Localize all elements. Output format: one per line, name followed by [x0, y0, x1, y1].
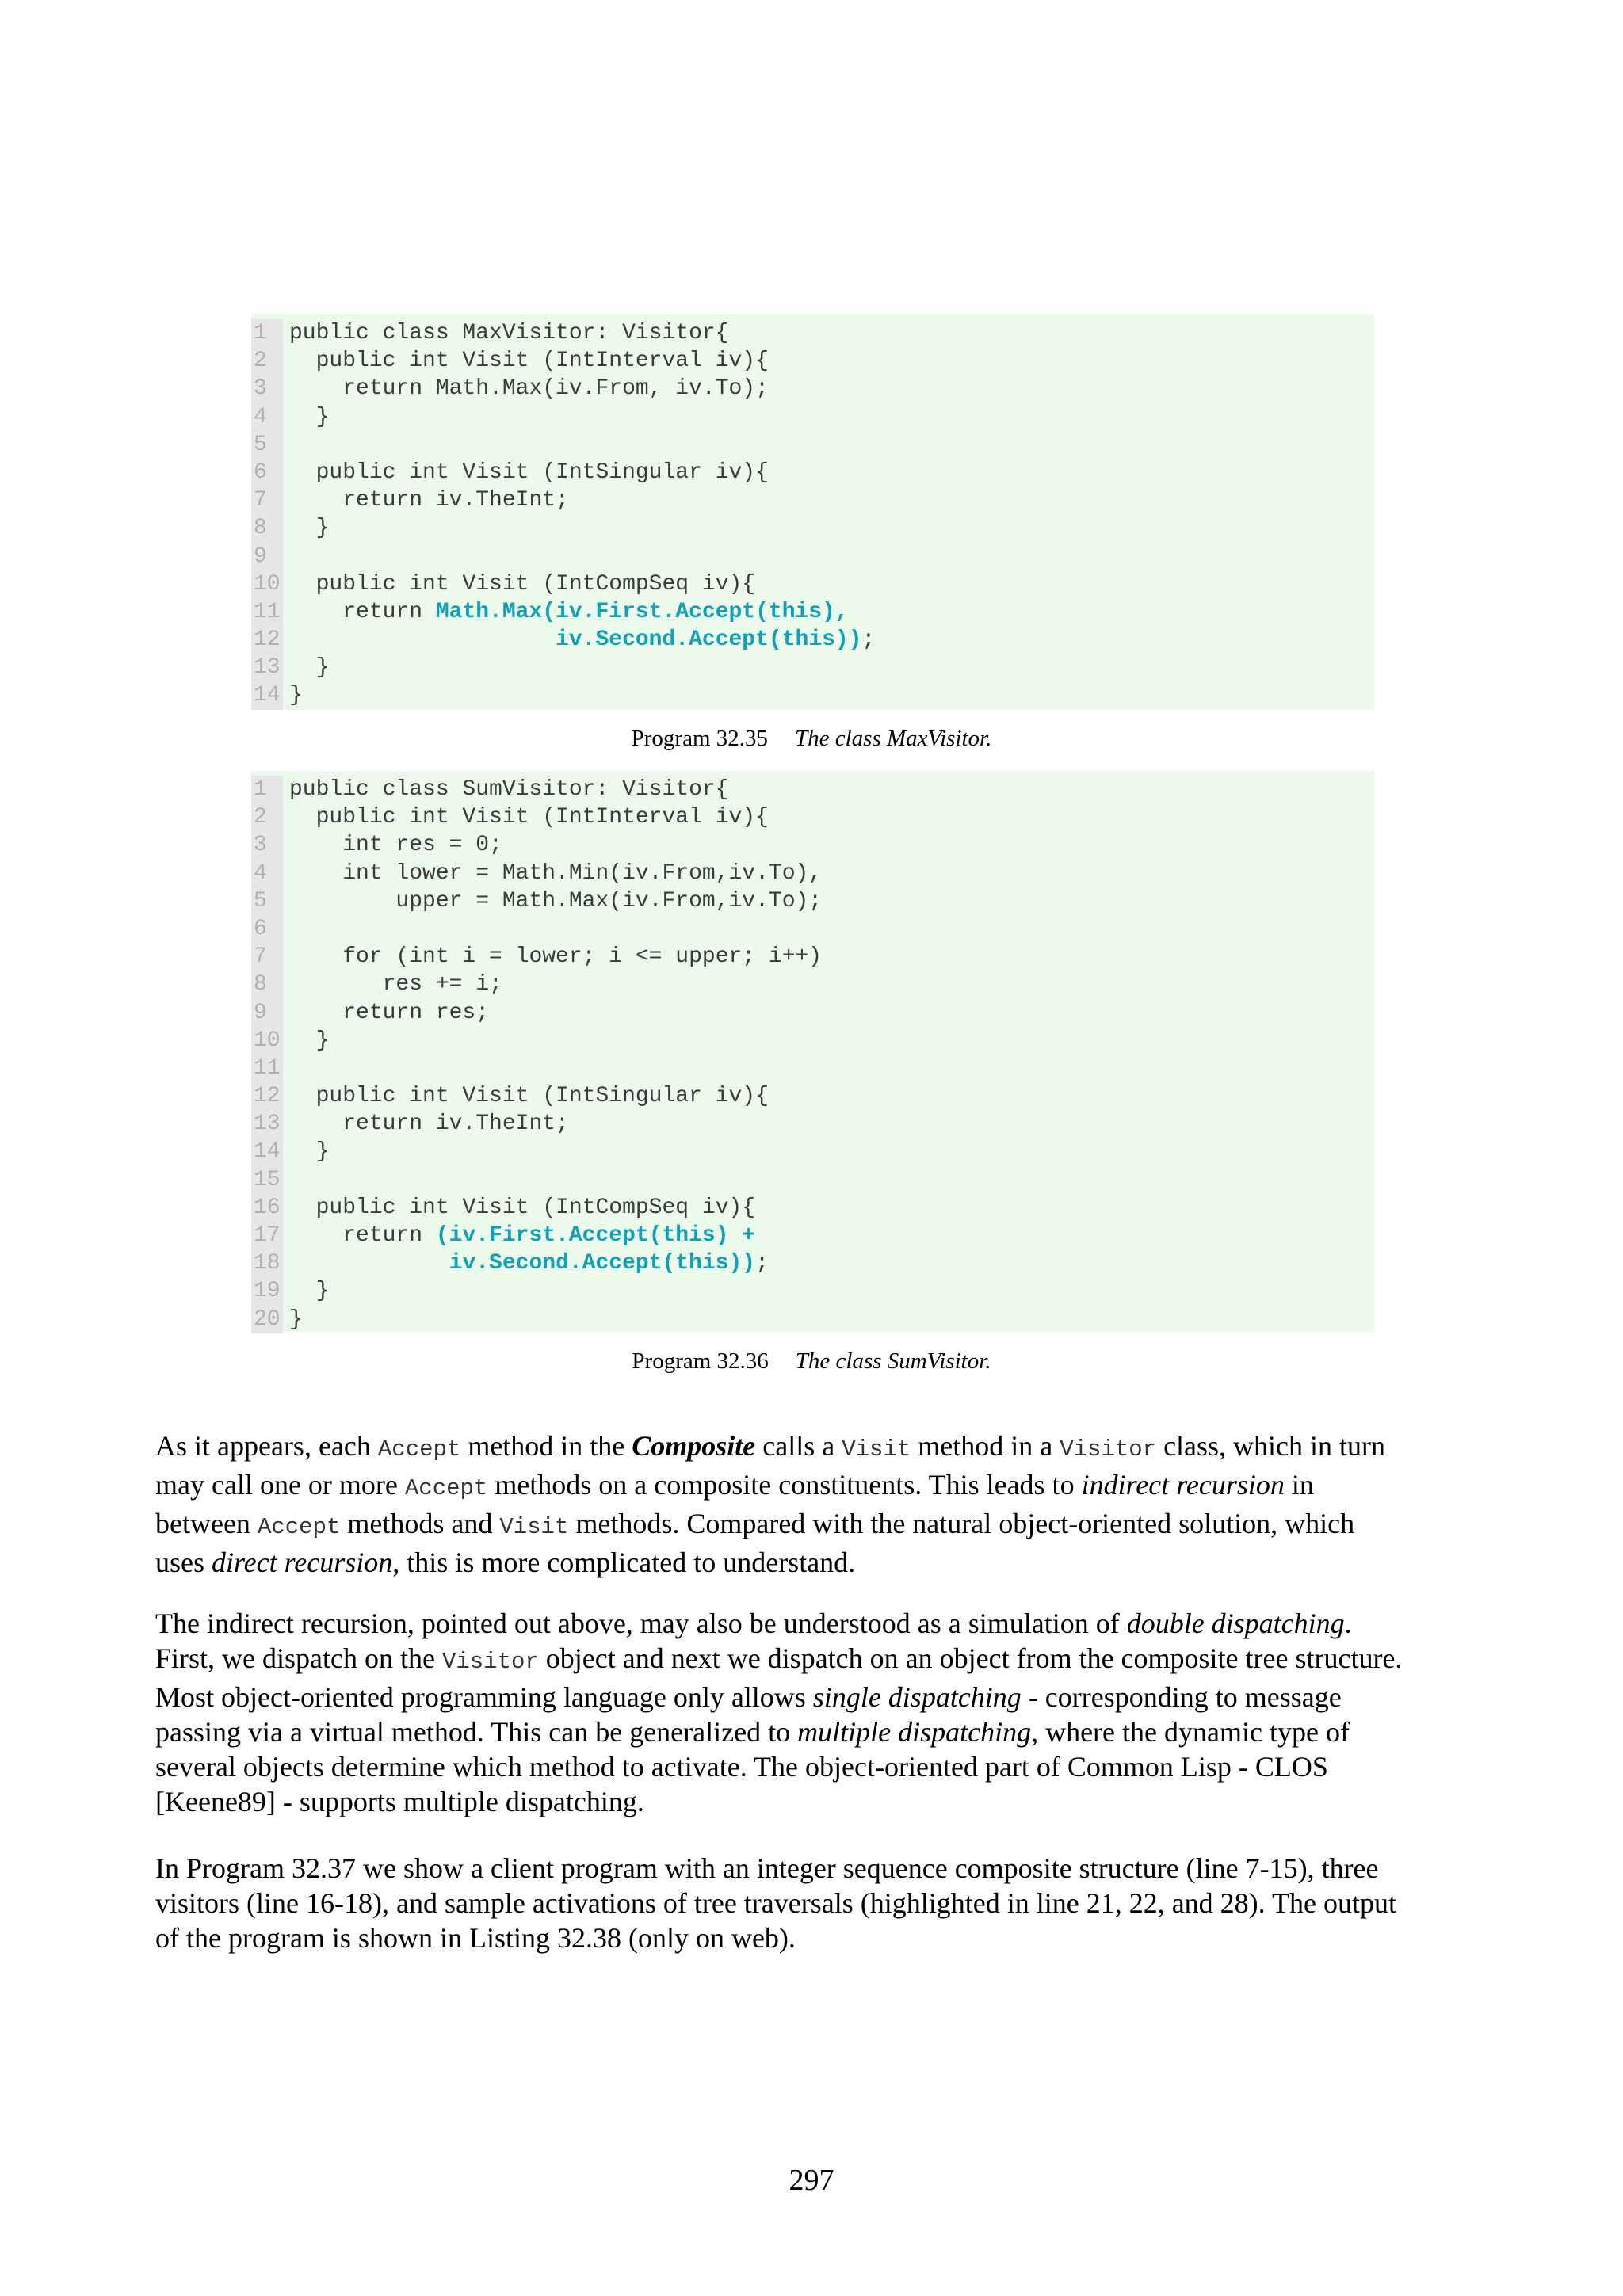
code-line [251, 831, 1374, 859]
text-run: calls a [755, 1430, 842, 1462]
figure-caption [0, 1348, 1623, 1375]
code-text [289, 654, 329, 681]
code-segment: } [289, 683, 303, 708]
line-number: 10 [251, 570, 283, 598]
code-line [251, 1194, 1374, 1222]
highlighted-code: iv.Second.Accept(this)) [556, 627, 862, 653]
code-segment: public int Visit (IntInterval iv){ [289, 349, 769, 374]
code-text [289, 1027, 329, 1055]
text-line [155, 1641, 1503, 1680]
text-line [155, 1749, 1503, 1784]
text-line [155, 1714, 1503, 1749]
line-number: 11 [251, 598, 283, 626]
code-segment: } [289, 1279, 330, 1304]
line-number: 19 [251, 1277, 283, 1305]
code-text [289, 1277, 329, 1305]
code-text [289, 375, 769, 402]
code-segment [289, 1251, 449, 1276]
text-run: [Keene89] - supports multiple dispatching. [155, 1786, 644, 1817]
code-line [251, 543, 1374, 570]
figure-caption [0, 726, 1623, 752]
code-line [251, 915, 1374, 943]
line-number: 18 [251, 1249, 283, 1277]
line-number: 2 [251, 803, 283, 831]
code-text [289, 887, 822, 915]
inline-code: Visit [499, 1514, 569, 1540]
code-line [251, 486, 1374, 514]
emphasis: single dispatching [812, 1681, 1022, 1713]
text-run: passing via a virtual method. This can be generalized to [155, 1716, 798, 1748]
code-text [289, 319, 729, 347]
text-run: - corresponding to message [1021, 1681, 1342, 1713]
code-line [251, 598, 1374, 626]
code-line [251, 860, 1374, 887]
text-line [155, 1784, 1503, 1819]
highlighted-code: Math.Max(iv.First.Accept(this), [435, 599, 849, 624]
code-text [289, 1222, 755, 1249]
text-line [155, 1886, 1503, 1920]
code-segment: return iv.TheInt; [289, 1112, 569, 1137]
code-line [251, 1055, 1374, 1082]
emphasis: multiple dispatching [797, 1716, 1032, 1748]
code-line [251, 1110, 1374, 1138]
code-text [289, 1082, 769, 1110]
line-number: 7 [251, 943, 283, 971]
code-segment [289, 627, 556, 652]
code-text [289, 1306, 303, 1333]
code-line [251, 626, 1374, 654]
code-segment: int res = 0; [289, 833, 502, 858]
code-line [251, 1222, 1374, 1249]
code-line [251, 403, 1374, 431]
line-number: 12 [251, 1082, 283, 1110]
line-number: 12 [251, 626, 283, 654]
text-line [155, 1920, 1503, 1955]
line-number: 20 [251, 1306, 283, 1333]
code-text [289, 831, 502, 859]
code-segment: public class MaxVisitor: Visitor{ [289, 321, 729, 345]
code-segment: public int Visit (IntSingular iv){ [289, 1084, 769, 1109]
line-number: 13 [251, 1110, 283, 1138]
highlighted-code: iv.Second.Accept(this)) [449, 1251, 756, 1276]
code-segment: ; [861, 627, 876, 653]
code-text [289, 626, 875, 654]
line-number: 9 [251, 543, 283, 570]
text-line [155, 1606, 1503, 1641]
line-number: 1 [251, 319, 283, 347]
code-line [251, 971, 1374, 998]
text-run: several objects determine which method to activate. The object-oriented part of Common Lisp - CLOS [155, 1751, 1328, 1783]
code-text [289, 971, 502, 998]
text-run: methods. Compared with the natural object-oriented solution, which [568, 1508, 1355, 1539]
code-line [251, 803, 1374, 831]
code-segment: return res; [289, 1000, 490, 1025]
code-segment: return [289, 599, 436, 624]
line-number: 6 [251, 459, 283, 486]
code-line [251, 375, 1374, 402]
text-run: between [155, 1508, 258, 1539]
line-number: 8 [251, 971, 283, 998]
code-segment: } [289, 404, 330, 429]
code-segment: public int Visit (IntCompSeq iv){ [289, 571, 756, 597]
code-segment: } [289, 1028, 330, 1053]
code-line [251, 570, 1374, 598]
text-run: may call one or more [155, 1469, 405, 1501]
line-number: 15 [251, 1166, 283, 1194]
caption-title: The class MaxVisitor. [795, 726, 992, 751]
code-text [289, 1138, 329, 1165]
text-run: First, we dispatch on the [155, 1642, 442, 1674]
strong-emphasis: Composite [632, 1430, 756, 1462]
code-line [251, 654, 1374, 681]
body-paragraph [155, 1851, 1503, 1955]
line-number: 4 [251, 403, 283, 431]
line-number: 1 [251, 776, 283, 803]
text-line [155, 1680, 1503, 1714]
line-number: 16 [251, 1194, 283, 1222]
inline-code: Accept [257, 1514, 341, 1540]
text-run: in [1284, 1469, 1314, 1501]
code-segment: upper = Math.Max(iv.From,iv.To); [289, 888, 823, 913]
caption-title: The class SumVisitor. [795, 1348, 991, 1374]
line-number: 3 [251, 831, 283, 859]
inline-code: Visitor [441, 1649, 539, 1675]
text-run: The indirect recursion, pointed out above, may also be understood as a simulation of [155, 1608, 1127, 1639]
code-line [251, 1027, 1374, 1055]
code-text [289, 1249, 769, 1277]
line-number: 17 [251, 1222, 283, 1249]
page-number: 297 [789, 2164, 834, 2197]
line-number: 14 [251, 681, 283, 709]
emphasis: double dispatching [1126, 1608, 1345, 1639]
code-line [251, 1249, 1374, 1277]
code-segment: } [289, 1306, 303, 1332]
line-number: 5 [251, 431, 283, 459]
code-text [289, 514, 329, 542]
code-listing-sum-visitor [251, 771, 1374, 1332]
text-run: object and next we dispatch on an object from the composite tree structure. [538, 1642, 1403, 1674]
code-text [289, 459, 769, 486]
code-segment: public int Visit (IntInterval iv){ [289, 805, 769, 830]
code-line [251, 1277, 1374, 1305]
code-segment: } [289, 655, 330, 681]
text-line [155, 1428, 1503, 1467]
code-line [251, 681, 1374, 709]
code-segment: } [289, 1139, 330, 1165]
text-run: methods and [340, 1508, 500, 1539]
line-number: 8 [251, 514, 283, 542]
caption-number: Program 32.35 [631, 726, 768, 751]
code-line [251, 459, 1374, 486]
code-segment: res += i; [289, 972, 502, 997]
code-line [251, 319, 1374, 347]
code-segment: public int Visit (IntSingular iv){ [289, 460, 769, 485]
text-line [155, 1506, 1503, 1545]
line-number: 4 [251, 860, 283, 887]
code-line [251, 1138, 1374, 1165]
code-text [289, 943, 822, 971]
text-run: Most object-oriented programming language only allows [155, 1681, 813, 1713]
text-run: of the program is shown in Listing 32.38 (only on web). [155, 1922, 796, 1954]
code-line [251, 1306, 1374, 1333]
text-run: , this is more complicated to understand. [392, 1547, 856, 1578]
code-segment: for (int i = lower; i <= upper; i++) [289, 944, 823, 970]
code-segment: return iv.TheInt; [289, 488, 569, 513]
code-segment: return [289, 1223, 436, 1248]
text-run: class, which in turn [1156, 1430, 1386, 1462]
line-number: 2 [251, 347, 283, 375]
text-line [155, 1851, 1503, 1886]
inline-code: Visit [842, 1436, 911, 1463]
code-text [289, 347, 769, 375]
code-segment: int lower = Math.Min(iv.From,iv.To), [289, 860, 823, 886]
code-text [289, 1110, 569, 1138]
code-line [251, 999, 1374, 1027]
text-line [155, 1467, 1503, 1506]
text-run: method in the [460, 1430, 632, 1462]
body-paragraph [155, 1606, 1503, 1819]
code-listing-max-visitor [251, 314, 1374, 710]
code-line [251, 887, 1374, 915]
line-number: 5 [251, 887, 283, 915]
line-number: 10 [251, 1027, 283, 1055]
code-text [289, 860, 822, 887]
text-run: . [1344, 1608, 1352, 1639]
body-paragraph [155, 1428, 1503, 1580]
line-number: 7 [251, 486, 283, 514]
line-number: 9 [251, 999, 283, 1027]
text-run: methods on a composite constituents. This leads to [487, 1469, 1082, 1501]
code-line [251, 1082, 1374, 1110]
code-line [251, 514, 1374, 542]
code-line [251, 1166, 1374, 1194]
line-number: 11 [251, 1055, 283, 1082]
code-segment: ; [755, 1251, 769, 1276]
code-segment: public class SumVisitor: Visitor{ [289, 777, 729, 802]
line-number: 13 [251, 654, 283, 681]
code-text [289, 681, 303, 709]
inline-code: Visitor [1060, 1436, 1157, 1463]
code-line [251, 347, 1374, 375]
code-text [289, 486, 569, 514]
text-run: , where the dynamic type of [1031, 1716, 1350, 1748]
code-text [289, 598, 849, 626]
text-run: method in a [911, 1430, 1060, 1462]
code-line [251, 431, 1374, 459]
line-number: 6 [251, 915, 283, 943]
text-run: uses [155, 1547, 212, 1578]
code-text [289, 570, 755, 598]
code-segment: public int Visit (IntCompSeq iv){ [289, 1195, 756, 1220]
highlighted-code: (iv.First.Accept(this) + [435, 1223, 756, 1248]
line-number: 3 [251, 375, 283, 402]
code-segment: } [289, 516, 330, 541]
inline-code: Accept [377, 1436, 461, 1463]
code-segment: return Math.Max(iv.From, iv.To); [289, 376, 769, 402]
code-text [289, 999, 489, 1027]
code-line [251, 943, 1374, 971]
text-run: visitors (line 16-18), and sample activations of tree traversals (highlighted in line 21, 22, and 28). The output [155, 1887, 1396, 1919]
code-text [289, 1194, 755, 1222]
emphasis: direct recursion [212, 1547, 393, 1578]
text-run: As it appears, each [155, 1430, 378, 1462]
text-run: In Program 32.37 we show a client program with an integer sequence composite structure (line 7-15), three [155, 1852, 1379, 1884]
code-line [251, 776, 1374, 803]
code-text [289, 803, 769, 831]
code-text [289, 403, 329, 431]
emphasis: indirect recursion [1081, 1469, 1285, 1501]
inline-code: Accept [404, 1475, 488, 1501]
text-line [155, 1545, 1503, 1580]
line-number: 14 [251, 1138, 283, 1165]
caption-number: Program 32.36 [632, 1348, 769, 1374]
code-text [289, 776, 729, 803]
